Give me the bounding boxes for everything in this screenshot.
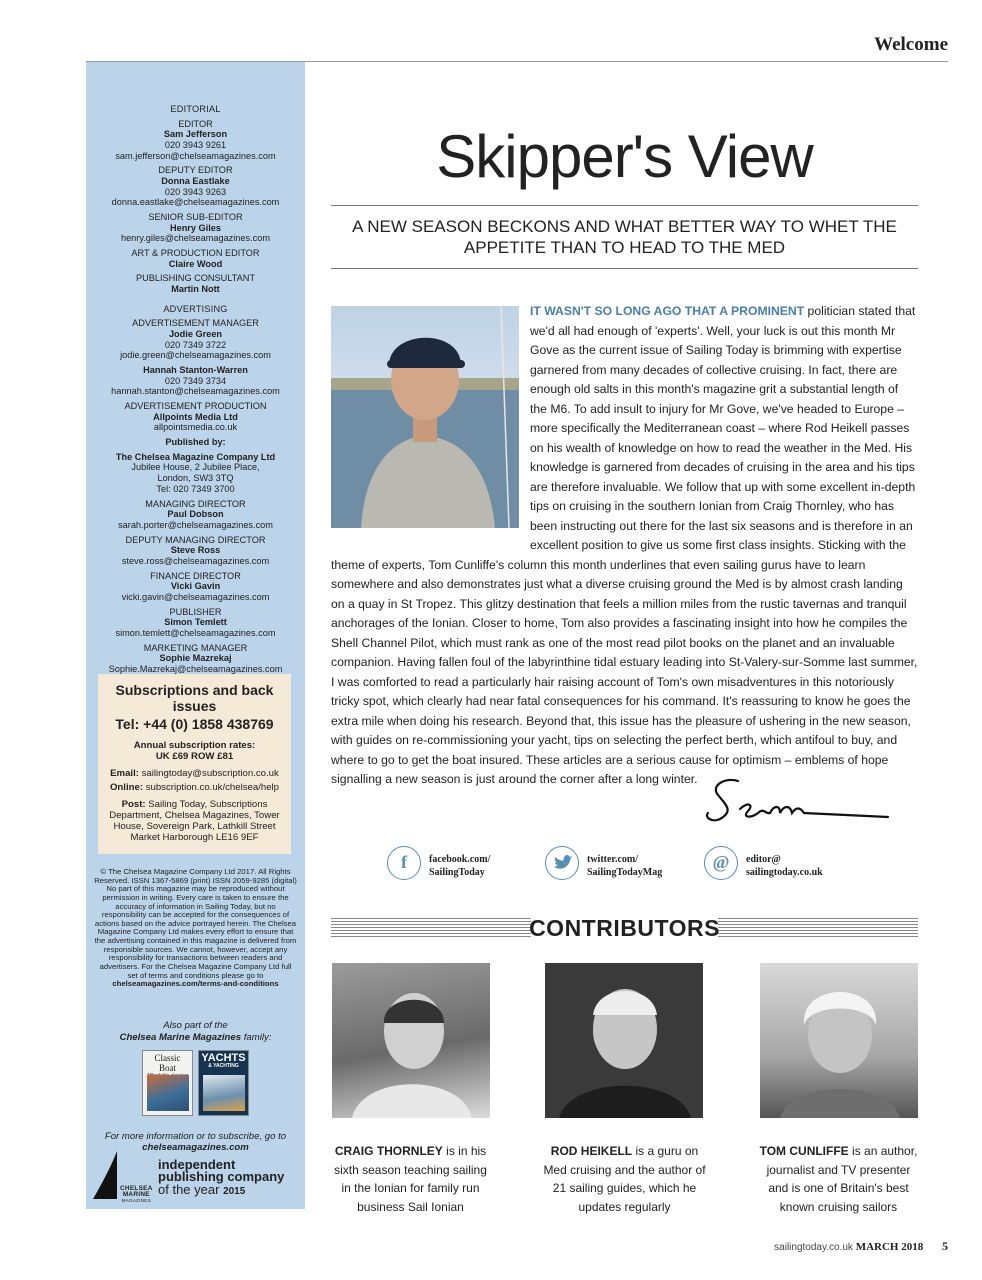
credit-name: Henry Giles (169, 222, 222, 233)
credit-entry (86, 365, 305, 397)
logo-line-3: MAGAZINES (121, 1197, 151, 1203)
credit-contact[interactable]: jodie.green@chelseamagazines.com (120, 350, 271, 361)
yachts-photo (203, 1075, 245, 1111)
online-value[interactable]: subscription.co.uk/chelsea/help (145, 782, 280, 794)
credit-contact[interactable]: hannah.stanton@chelseamagazines.com (111, 386, 280, 397)
page-footer (774, 1239, 948, 1254)
yachts-subtitle: & YACHTING (208, 1063, 239, 1069)
contributor-bio: is a guru on Med cruising and the author of 21 sailing guides, which he updates regularly (543, 1144, 706, 1214)
award-badge (158, 1159, 284, 1196)
contributor-name: ROD HEIKELL (550, 1144, 633, 1158)
rates-value: UK £69 ROW £81 (155, 751, 234, 763)
standfirst-rule (331, 268, 918, 269)
credit-role: EDITOR (178, 118, 213, 129)
credit-entry (86, 452, 305, 495)
credit-entry (86, 535, 305, 567)
family-name: Chelsea Marine Magazines (119, 1031, 242, 1043)
credit-role: SENIOR SUB-EDITOR (148, 212, 243, 223)
credit-contact: 020 3943 9263 (164, 186, 227, 197)
contributor-caption-thornley (328, 1142, 493, 1216)
award-line-3: of the year (158, 1181, 220, 1197)
more-info (86, 1131, 305, 1153)
credit-name: Paul Dobson (167, 509, 224, 520)
twitter-line-2: SailingTodayMag (587, 866, 663, 878)
subscriptions-post (106, 799, 283, 843)
award-line-1: independent (158, 1157, 236, 1172)
footer-issue: MARCH 2018 (855, 1241, 924, 1253)
credit-name: The Chelsea Magazine Company Ltd (115, 451, 276, 462)
copyright-line: © The Chelsea Magazine Company Ltd 2017. All Rights Reserved. ISSN 1367-5869 (print) ISSN 2059-9285 (digital) (94, 867, 297, 885)
more-info-text: For more information or to subscribe, go to (104, 1131, 287, 1142)
credit-contact[interactable]: steve.ross@chelseamagazines.com (121, 555, 270, 566)
credit-name: Martin Nott (171, 284, 220, 295)
credit-entry (86, 318, 305, 361)
footer-site[interactable]: sailingtoday.co.uk (774, 1242, 853, 1253)
credits-list (86, 62, 305, 675)
credit-entry (86, 401, 305, 433)
article-lead-in: IT WASN'T SO LONG AGO THAT A PROMINENT (530, 304, 805, 318)
credit-role: PUBLISHING CONSULTANT (135, 273, 256, 284)
facebook-line-1: facebook.com/ (429, 854, 491, 865)
article-body (331, 302, 918, 790)
online-label: Online: (109, 782, 144, 794)
credit-entry (86, 643, 305, 675)
contributor-caption-cunliffe (756, 1142, 921, 1216)
page-title: Skipper's View (436, 123, 813, 190)
credit-contact[interactable]: sam.jefferson@chelseamagazines.com (115, 150, 276, 161)
credit-contact: 020 7349 3734 (164, 375, 227, 386)
advertising-heading: ADVERTISING (163, 303, 228, 314)
credit-name: Allpoints Media Ltd (153, 411, 238, 422)
credit-role: ART & PRODUCTION EDITOR (131, 248, 260, 259)
email-label: Email: (110, 768, 139, 780)
credit-role: FINANCE DIRECTOR (150, 570, 241, 581)
magazine-family (86, 1020, 305, 1043)
credit-name: Published by: (165, 437, 226, 448)
credit-name: Donna Eastlake (161, 176, 230, 187)
classic-boat-photo (147, 1075, 189, 1111)
rates-label: Annual subscription rates: (133, 740, 256, 752)
email-value[interactable]: sailingtoday@subscription.co.uk (141, 768, 279, 780)
classic-boat-title: Classic Boat (154, 1053, 181, 1074)
credit-name: Sophie Mazrekaj (159, 653, 232, 664)
portrait-spacer (331, 302, 530, 548)
contributor-name: TOM CUNLIFFE (759, 1144, 849, 1158)
credit-role: ADVERTISEMENT PRODUCTION (124, 401, 267, 412)
logo-line-2: MARINE (122, 1191, 150, 1199)
email-line-2: sailingtoday.co.uk (746, 866, 823, 878)
email-address[interactable] (746, 854, 916, 879)
contributor-photo-heikell (545, 963, 703, 1118)
credit-contact[interactable]: sarah.porter@chelseamagazines.com (118, 519, 273, 530)
credit-contact: Tel: 020 7349 3700 (156, 483, 235, 494)
credit-contact[interactable]: henry.giles@chelseamagazines.com (120, 233, 271, 244)
family-suffix: family: (243, 1031, 272, 1043)
chelsea-marine-logo-icon (93, 1151, 119, 1199)
credit-entry (86, 499, 305, 531)
page-number: 5 (942, 1239, 948, 1253)
credit-name: Vicki Gavin (170, 581, 221, 592)
email-line-1: editor@ (746, 854, 781, 865)
credit-name: Sam Jefferson (163, 129, 228, 140)
award-year: 2015 (223, 1185, 246, 1197)
classic-boat-cover[interactable] (142, 1050, 193, 1116)
credit-contact: allpointsmedia.co.uk (153, 422, 238, 433)
chelsea-marine-wordmark (120, 1186, 153, 1203)
credit-contact[interactable]: vicki.gavin@chelseamagazines.com (121, 591, 270, 602)
legal-text: No part of this magazine may be reproduced without permission in writing. Every care is taken to ensure the accuracy of information in Sailing Today, but no responsibility can be accepted for the consequences of actions based on the advice portrayed herein. The Chelsea Magazine Company Ltd makes every effort to ensure that the advertising contained in this magazine is delivered from responsible sources. We cannot, however, accept any responsibility for transactions between readers and advertisers. For the Chelsea Magazine Company Ltd full set of terms and conditions please go to (94, 884, 297, 980)
credit-contact: Jubilee House, 2 Jubilee Place, (131, 462, 260, 473)
credit-name: Simon Temlett (164, 617, 227, 628)
credit-name: Claire Wood (168, 258, 223, 269)
terms-link[interactable]: chelseamagazines.com/terms-and-conditions (112, 979, 279, 989)
twitter-icon[interactable] (545, 846, 579, 880)
standfirst: A NEW SEASON BECKONS AND WHAT BETTER WAY TO WHET THE APPETITE THAN TO HEAD TO THE MED (352, 217, 897, 258)
subscriptions-title: Subscriptions and back issues (115, 682, 274, 714)
credit-contact[interactable]: simon.temlett@chelseamagazines.com (115, 627, 276, 638)
family-prefix: Also part of the (163, 1020, 228, 1031)
advertising-credits (86, 318, 305, 674)
post-address: Sailing Today, Subscriptions Department, Chelsea Magazines, Tower House, Sovereign Park, Lathkill Street Market Harborough LE16 9EF (109, 799, 280, 844)
subscriptions-online[interactable] (106, 782, 283, 793)
credit-entry (86, 212, 305, 244)
logo-line-1: CHELSEA (120, 1185, 153, 1192)
credit-entry (86, 607, 305, 639)
editorial-credits (86, 119, 305, 295)
contributors-heading (331, 915, 918, 943)
section-title: Welcome (874, 34, 948, 55)
subscription-rates (106, 740, 283, 762)
credit-role: MANAGING DIRECTOR (145, 498, 246, 509)
credit-contact[interactable]: donna.eastlake@chelseamagazines.com (111, 197, 280, 208)
contributor-bio: is in his sixth season teaching sailing in the Ionian for family run business Sail Ionian (334, 1144, 487, 1214)
credit-contact: 020 3943 9261 (164, 140, 227, 151)
credit-role: ADVERTISEMENT MANAGER (132, 318, 259, 329)
credit-name: Hannah Stanton-Warren (143, 365, 248, 376)
credit-contact: 020 7349 3722 (164, 339, 227, 350)
credit-entry (86, 437, 305, 448)
credit-contact: London, SW3 3TQ (157, 473, 234, 484)
editor-signature (700, 775, 890, 827)
credit-entry (86, 571, 305, 603)
credit-role: MARKETING MANAGER (143, 642, 248, 653)
post-label: Post: (121, 799, 146, 811)
facebook-icon[interactable]: f (387, 846, 421, 880)
credit-entry (86, 165, 305, 208)
subscriptions-phone[interactable]: Tel: +44 (0) 1858 438769 (115, 715, 274, 732)
award-line-3-wrap (158, 1181, 284, 1197)
credit-entry (86, 119, 305, 162)
facebook-line-2: SailingToday (429, 866, 485, 878)
article-text: politician stated that we'd all had enough of 'experts'. Well, your luck is out this month Mr Gove as the current issue of Sailing Today is brimming with expertise garnered from many decades of collective cruising. In fact, there are enough old salts in this month's magazine grit a substantial length of the M6. To add insult to injury for Mr Gove, we've headed to Europe – more specifically the Mediterranean coast – where Rod Heikell passes on his wealth of knowledge on how to read the weather in the Med. His knowledge is garnered from decades of cruising in the area and his tips are therefore invaluable. We follow that up with some excellent in-depth tips on cruising in the southern Ionian from Craig Thornley, who has been instructing out there for the last six seasons and is therefore in an excellent position to give us some first class insights. Sticking with the theme of experts, Tom Cunliffe's column this month underlines that even sailing gurus have to learn somewhere and also demonstrates just what a diverse cruising ground the Med is by almost crash landing on a quay in St Tropez. This glitzy destination that feels a million miles from the rustic tavernas and tranquil anchorages of the Ionian. Closer to home, Tom also provides a fascinating insight into how he compiles the Shell Channel Pilot, which must rank as one of the most read pilot books on the planet and an invaluable companion. Having fallen foul of the labyrinthine tidal estuary leading into St-Valery-sur-Somme last summer, I was comforted to read a particularly hair raising account of Tom's own misadventures in this notoriously tricky spot, which clearly had near fatal consequences for his command. It's reassuring to know he goes the extra mile when doing his research. Beyond that, this issue has the pleasure of ushering in the new season, with guides on re-commissioning your yacht, tips on selecting the perfect berth, which antifoul to buy, and where to go to get the boat insured. These articles are a serious cause for optimism – emblems of hope signalling a new season is just around the corner after a long winter. (331, 304, 918, 786)
contributor-name: CRAIG THORNLEY (334, 1144, 443, 1158)
credit-name: Steve Ross (170, 545, 221, 556)
yachts-yachting-cover[interactable] (198, 1050, 249, 1116)
more-info-link[interactable]: chelseamagazines.com (142, 1142, 249, 1154)
yachts-title: YACHTS (201, 1052, 246, 1064)
contributor-photo-cunliffe (760, 963, 918, 1118)
subscriptions-email[interactable] (106, 768, 283, 779)
subscriptions-box (98, 674, 291, 854)
credit-role: PUBLISHER (169, 606, 222, 617)
editorial-heading: EDITORIAL (170, 104, 221, 114)
award-line-2: publishing company (158, 1169, 285, 1185)
legal-notice (94, 868, 297, 989)
contributor-bio: is an author, journalist and TV presenter and is one of Britain's best known cruising sailors (766, 1144, 918, 1214)
family-name-line (86, 1032, 305, 1044)
title-rule (331, 205, 918, 206)
contributor-caption-heikell (542, 1142, 707, 1216)
credit-entry (86, 273, 305, 294)
credit-entry (86, 248, 305, 269)
credit-role: DEPUTY EDITOR (158, 165, 233, 176)
contributor-photo-thornley (332, 963, 490, 1118)
contributors-title: CONTRIBUTORS (529, 915, 720, 941)
credit-name: Jodie Green (168, 329, 223, 340)
twitter-line-1: twitter.com/ (587, 854, 638, 865)
email-at-icon[interactable]: @ (704, 846, 738, 880)
sidebar (86, 62, 305, 1209)
credit-role: DEPUTY MANAGING DIRECTOR (125, 534, 266, 545)
credit-contact[interactable]: Sophie.Mazrekaj@chelseamagazines.com (108, 663, 283, 674)
